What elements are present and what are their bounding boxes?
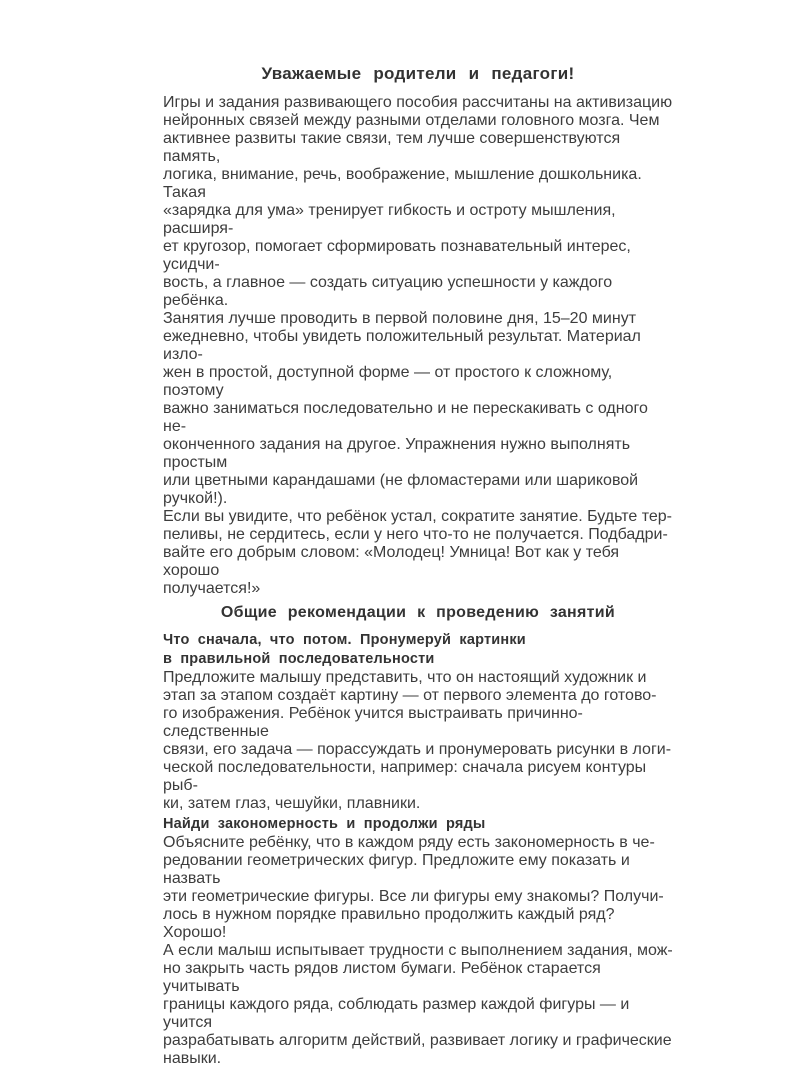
heading-line: Найди закономерность и продолжи ряды xyxy=(163,816,486,832)
text-line: вость, а главное — создать ситуацию успешности у каждого ребёнка. xyxy=(163,274,613,309)
text-line: «зарядка для ума» тренирует гибкость и остроту мышления, расширя- xyxy=(163,202,616,237)
text-line: го изображения. Ребёнок учится выстраивать причинно-следственные xyxy=(163,705,583,740)
text-line: навыки. xyxy=(163,1050,222,1067)
paragraph xyxy=(163,94,673,310)
text-line: вайте его добрым словом: «Молодец! Умница! Вот как у тебя хорошо xyxy=(163,544,620,579)
heading-line: Что сначала, что потом. Пронумеруй картинки xyxy=(163,632,526,648)
text-line: важно заниматься последовательно и не перескакивать с одного не- xyxy=(163,400,648,435)
text-line: редовании геометрических фигур. Предложите ему показать и назвать xyxy=(163,852,630,887)
subsection-heading xyxy=(163,815,673,834)
heading-line: в правильной последовательности xyxy=(163,651,435,667)
text-line: оконченного задания на другое. Упражнения нужно выполнять простым xyxy=(163,436,631,471)
text-line: жен в простой, доступной форме — от простого к сложному, поэтому xyxy=(163,364,613,399)
text-line: этап за этапом создаёт картину — от первого элемента до готово- xyxy=(163,687,657,704)
text-line: разрабатывать алгоритм действий, развивает логику и графические xyxy=(163,1032,672,1049)
text-line: Игры и задания развивающего пособия рассчитаны на активизацию xyxy=(163,94,673,111)
text-line: Занятия лучше проводить в первой половине дня, 15–20 минут xyxy=(163,310,637,327)
text-line: Предложите малышу представить, что он настоящий художник и xyxy=(163,669,647,686)
paragraph xyxy=(163,669,673,813)
text-line: получается!» xyxy=(163,580,261,597)
text-line: границы каждого ряда, соблюдать размер каждой фигуры — и учится xyxy=(163,996,630,1031)
text-line: ет кругозор, помогает сформировать познавательный интерес, усидчи- xyxy=(163,238,631,273)
section-heading: Общие рекомендации к проведению занятий xyxy=(220,604,616,621)
text-line: ежедневно, чтобы увидеть положительный результат. Материал изло- xyxy=(163,328,641,363)
text-line: ки, затем глаз, чешуйки, плавники. xyxy=(163,795,421,812)
text-column xyxy=(163,64,673,1068)
text-line: Если вы увидите, что ребёнок устал, сократите занятие. Будьте тер- xyxy=(163,508,672,525)
text-line: лось в нужном порядке правильно продолжить каждый ряд? Хорошо! xyxy=(163,906,615,941)
text-line: но закрыть часть рядов листом бумаги. Ребёнок старается учитывать xyxy=(163,960,601,995)
text-line: Объясните ребёнку, что в каждом ряду есть закономерность в че- xyxy=(163,834,655,851)
paragraph xyxy=(163,310,673,598)
paragraph xyxy=(163,834,673,1068)
text-line: или цветными карандашами (не фломастерами или шариковой ручкой!). xyxy=(163,472,639,507)
text-line: А если малыш испытывает трудности с выполнением задания, мож- xyxy=(163,942,673,959)
subsection-heading xyxy=(163,631,673,669)
text-line: нейронных связей между разными отделами головного мозга. Чем xyxy=(163,112,660,129)
text-line: ческой последовательности, например: сначала рисуем контуры рыб- xyxy=(163,759,647,794)
text-line: эти геометрические фигуры. Все ли фигуры ему знакомы? Получи- xyxy=(163,888,664,905)
text-line: логика, внимание, речь, воображение, мышление дошкольника. Такая xyxy=(163,166,642,201)
page-title: Уважаемые родители и педагоги! xyxy=(261,64,575,83)
text-line: активнее развиты такие связи, тем лучше совершенствуются память, xyxy=(163,130,621,165)
text-line: пеливы, не сердитесь, если у него что-то не получается. Подбадри- xyxy=(163,526,668,543)
text-line: связи, его задача — порассуждать и пронумеровать рисунки в логи- xyxy=(163,741,672,758)
